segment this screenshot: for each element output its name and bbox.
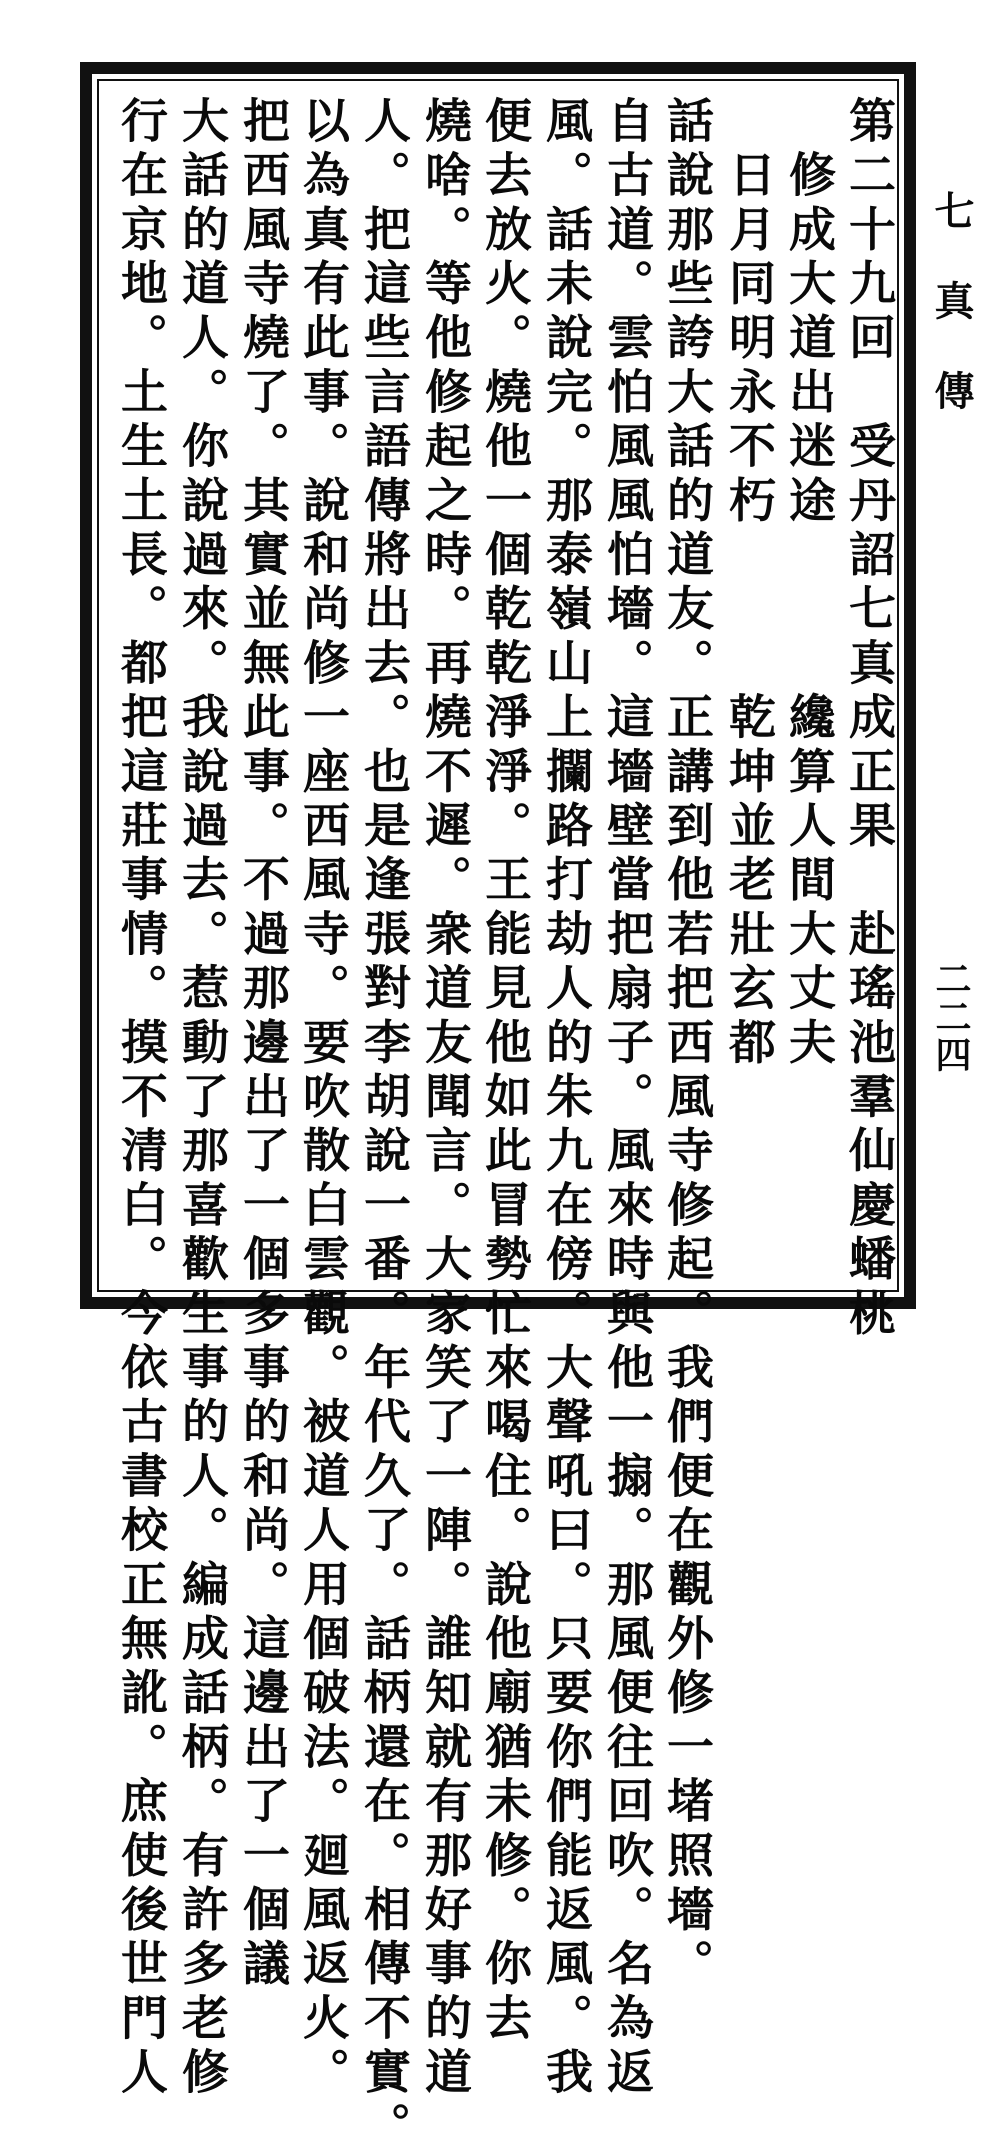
verse-line-1: 修成大道出迷途 纔算人間大丈夫 <box>781 96 836 1072</box>
text-column: 風。話未說完。那泰嶺山上攔路打劫人的朱九在傍。大聲吼曰。只要你們能返風。我 <box>538 96 593 2102</box>
text-column: 話說那些誇大話的道友。正講到他若把西風寺修起。我們便在觀外修一堵照墻。 <box>659 96 714 1993</box>
text-column: 以為真有此事。說和尚修一座西風寺。要吹散白雲觀。被道人用個破法。廻風返火。 <box>295 96 350 2102</box>
page-number: 二二四 <box>930 960 972 1074</box>
text-column: 大話的道人。你說過來。我說過去。惹動了那喜歡生事的人。編成話柄。有許多老修 <box>174 96 229 2102</box>
text-column: 自古道。雲怕風風怕墻。這墻壁當把扇子。風來時與他一搧。那風便往回吹。名為返 <box>599 96 654 2102</box>
chapter-heading: 第二十九回 受丹詔七真成正果 赴瑤池羣仙慶蟠桃 <box>841 96 896 1343</box>
text-column: 行在京地。土生土長。都把這莊事情。摸不清白。今依古書校正無訛。庶使後世門人 <box>113 96 168 2102</box>
text-column: 燒啥。等他修起之時。再燒不遲。衆道友聞言。大家笑了一陣。誰知就有那好事的道 <box>417 96 472 2102</box>
text-column: 把西風寺燒了。其實並無此事。不過那邊出了一個多事的和尚。這邊出了一個議 <box>235 96 290 1993</box>
verse-line-2: 日月同明永不朽 乾坤並老壯玄都 <box>721 96 776 1072</box>
text-column: 人。把這些言語傳將出去。也是逢張對李胡說一番。年代久了。話柄還在。相傳不實。 <box>356 96 411 2156</box>
book-title: 七真傳 <box>928 190 975 460</box>
text-column: 便去放火。燒他一個乾乾淨淨。王能見他如此冒勢忙來喝住。說他廟猶未修。你去 <box>477 96 532 2048</box>
